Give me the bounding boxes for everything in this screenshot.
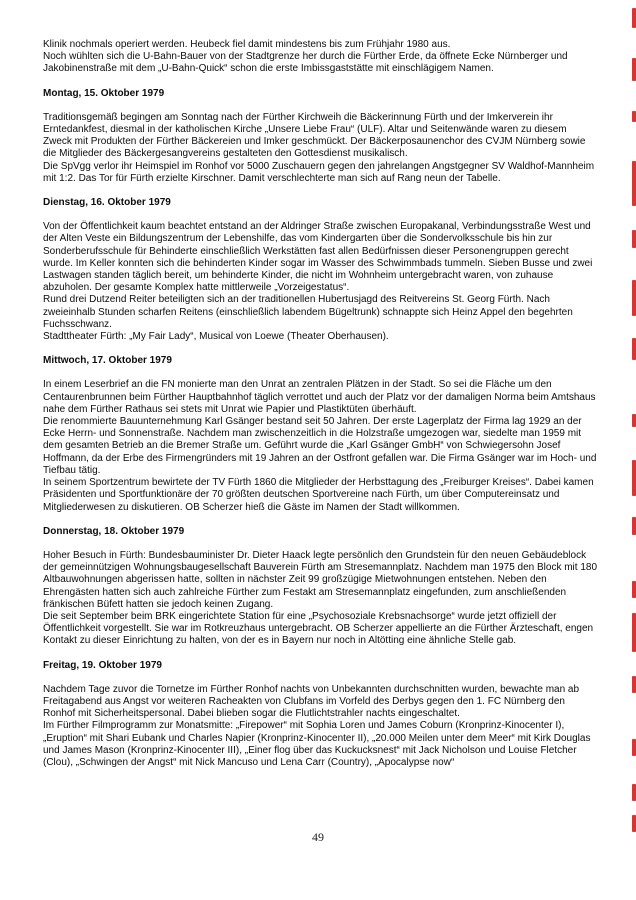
date-heading: Dienstag, 16. Oktober 1979 xyxy=(43,197,171,209)
red-edge-marker xyxy=(632,784,636,801)
section-donnerstag xyxy=(43,526,598,648)
date-heading: Montag, 15. Oktober 1979 xyxy=(43,87,165,99)
paragraph: Hoher Besuch in Fürth: Bundesbauminister Dr. Dieter Haack legte persönlich den Grundstein für den neuen Gebäudeblock der gemeinnützigen Wohnungsbaugesellschaft Bauverein Fürth am Stresemannplatz. Nachdem man 1975 den Block mit 180 Altbauwohnungen abgerissen hatte, sollten in nächster Zeit 99 großzügige Mietwohnungen entstehen. Neben den Ehrengästen hatten sich auch zahlreiche Fürther zum Festakt am Stresemannplatz eingefunden, zum anschließenden fränkischen Büfett hatten sie jedoch keinen Zugang. xyxy=(43,549,598,610)
date-heading: Mittwoch, 17. Oktober 1979 xyxy=(43,355,172,367)
red-edge-marker xyxy=(632,676,636,693)
red-edge-marker xyxy=(632,460,636,496)
paragraph: Stadttheater Fürth: „My Fair Lady“, Musical von Loewe (Theater Oberhausen). xyxy=(43,331,389,343)
page-number: 49 xyxy=(312,830,324,844)
paragraph: In einem Leserbrief an die FN monierte man den Unrat an zentralen Plätzen in der Stadt. So sei die Fläche um den Centaurenbrunnen beim Fürther Hauptbahnhof täglich verrottet und auch der Platz vor der damaligen Norma beim Amtshaus nahe dem Fürther Rathaus sei stets mit Unrat wie Papier und Plastiktüten überhäuft. xyxy=(43,379,596,415)
red-edge-marker xyxy=(632,414,636,427)
paragraph: Von der Öffentlichkeit kaum beachtet entstand an der Aldringer Straße zwischen Europakanal, Verbindungsstraße West und der Alten Veste ein Bildungszentrum der Lebenshilfe, das vom Kindergarten über die Sondervolksschule bis hin zur Sonderberufsschule für Behinderte einschließlich Werkstätten fast allen Bedürfnissen dieser Personengruppen gerecht wurde. Im Keller konnten sich die behinderten Kinder sogar im Wasser des Schwimmbads tummeln. Sieben Busse und zwei Lastwagen standen täglich bereit, um behinderte Kinder, die nicht im Wohnheim untergebracht waren, von zuhause abzuholen. Der gesamte Komplex hatte mittlerweile „Vorzeigestatus“. xyxy=(43,221,593,294)
date-heading: Donnerstag, 18. Oktober 1979 xyxy=(43,525,185,537)
paragraph: Nachdem Tage zuvor die Tornetze im Fürther Ronhof nachts von Unbekannten durchschnitten wurden, bewachte man ab Freitagabend aus Angst vor weiteren Racheakten von Clubfans im Vorfeld des Derbys gegen den 1. FC Nürnberg den Ronhof mit Sicherheitspersonal. Dabei blieben sogar die Flutlichtstrahler nachts eingeschaltet. xyxy=(43,683,580,720)
margin-markers xyxy=(630,0,636,900)
red-edge-marker xyxy=(632,161,636,206)
date-heading: Freitag, 19. Oktober 1979 xyxy=(43,659,162,671)
paragraph: Die renommierte Bauunternehmung Karl Gsänger bestand seit 50 Jahren. Der erste Lagerplatz der Firma lag 1929 an der Ecke Herrn- und Sonnenstraße. Nachdem man zwischenzeitlich in die Holzstraße umgezogen war, siedelte man 1959 mit dem gesamten Betrieb an die Bremer Straße um. Geführt wurde die „Karl Gsänger GmbH“ von Schwiegersohn Josef Hoffmann, da der Erbe des Firmengründers mit 19 Jahren an der Ostfront gefallen war. Die Firma Gsänger war im Hoch- und Tiefbau tätig. xyxy=(43,416,597,476)
red-edge-marker xyxy=(632,111,636,122)
document-page-content xyxy=(43,39,598,769)
section-montag xyxy=(43,88,598,185)
paragraph: Traditionsgemäß begingen am Sonntag nach der Fürther Kirchweih die Bäckerinnung Fürth und der Imkerverein ihr Erntedankfest, diesmal in der katholischen Kirche „Unsere Liebe Frau“ (ULF). Altar und Seitenwände waren zu diesem Zweck mit Produkten der Fürther Bäckereien und Imker geschmückt. Der Bäckerposaunenchor des CVJM Nürnberg sowie die Mitglieder des Bäckergesangvereins gestalteten den Gottesdienst musikalisch. xyxy=(43,111,586,160)
red-edge-marker xyxy=(632,613,636,652)
red-edge-marker xyxy=(632,517,636,535)
paragraph: Noch wühlten sich die U-Bahn-Bauer von der Stadtgrenze her durch die Fürther Erde, da öffnete Ecke Nürnberger und Jakobinenstraße mit dem „U-Bahn-Quick“ schon die erste Imbissgaststätte mit einschlägigem Namen. xyxy=(43,51,568,75)
paragraph: Die seit September beim BRK eingerichtete Station für eine „Psychosoziale Krebsnachsorge“ wurde jetzt offiziell der Öffentlichkeit vorgestellt. Sie war im Rotkreuzhaus untergebracht. OB Scherzer appellierte an die Fürther Ärzteschaft, engen Kontakt zu dieser Einrichtung zu halten, von der es in Bayern nur noch in Altötting eine ähnliche Stelle gab. xyxy=(43,610,594,647)
red-edge-marker xyxy=(632,8,636,28)
section-mittwoch xyxy=(43,355,598,513)
red-edge-marker xyxy=(632,338,636,360)
red-edge-marker xyxy=(632,280,636,316)
paragraph: In seinem Sportzentrum bewirtete der TV Fürth 1860 die Mitglieder der Herbsttagung des „Freiburger Kreises“. Dabei kamen Präsidenten und Sportfunktionäre der 70 größten deutschen Sportvereine nach Fürth, um über Computereinsatz und Mitgliederwesen zu diskutieren. OB Scherzer hieß die Gäste im Namen der Stadt willkommen. xyxy=(43,477,594,513)
paragraph: Rund drei Dutzend Reiter beteiligten sich an der traditionellen Hubertusjagd des Reitvereins St. Georg Fürth. Nach zweieinhalb Stunden scharfen Reitens (einschließlich labendem Bügeltrunk) schnappte sich Heinz Appel den begehrten Fuchsschwanz. xyxy=(43,294,573,330)
red-edge-marker xyxy=(632,739,636,756)
red-edge-marker xyxy=(632,58,636,81)
section-intro xyxy=(43,39,598,76)
red-edge-marker xyxy=(632,581,636,598)
section-freitag xyxy=(43,660,598,770)
red-edge-marker xyxy=(632,230,636,248)
red-edge-marker xyxy=(632,815,636,832)
paragraph: Klinik nochmals operiert werden. Heubeck fiel damit mindestens bis zum Frühjahr 1980 aus. xyxy=(43,39,451,50)
paragraph: Die SpVgg verlor ihr Heimspiel im Ronhof vor 5000 Zuschauern gegen den jahrelangen Angstgegner SV Waldhof-Mannheim mit 1:2. Das Tor für Fürth erzielte Kirschner. Damit verschlechterte man sich auf Rang neun der Tabelle. xyxy=(43,160,595,184)
section-dienstag xyxy=(43,197,598,343)
paragraph: Im Fürther Filmprogramm zur Monatsmitte: „Firepower“ mit Sophia Loren und James Coburn (Kronprinz-Kinocenter I), „Eruption“ mit Shari Eubank und Charles Napier (Kronprinz-Kinocenter II), „20.000 Meilen unter dem Meer“ mit Kirk Douglas und James Mason (Kronprinz-Kinocenter III), „Einer flog über das Kuckucksnest“ mit Jack Nicholson und Louise Fletcher (Clou), „Schwingen der Angst“ mit Nick Mancuso und Lena Carr (Country), „Apocalypse now“ xyxy=(43,720,591,768)
